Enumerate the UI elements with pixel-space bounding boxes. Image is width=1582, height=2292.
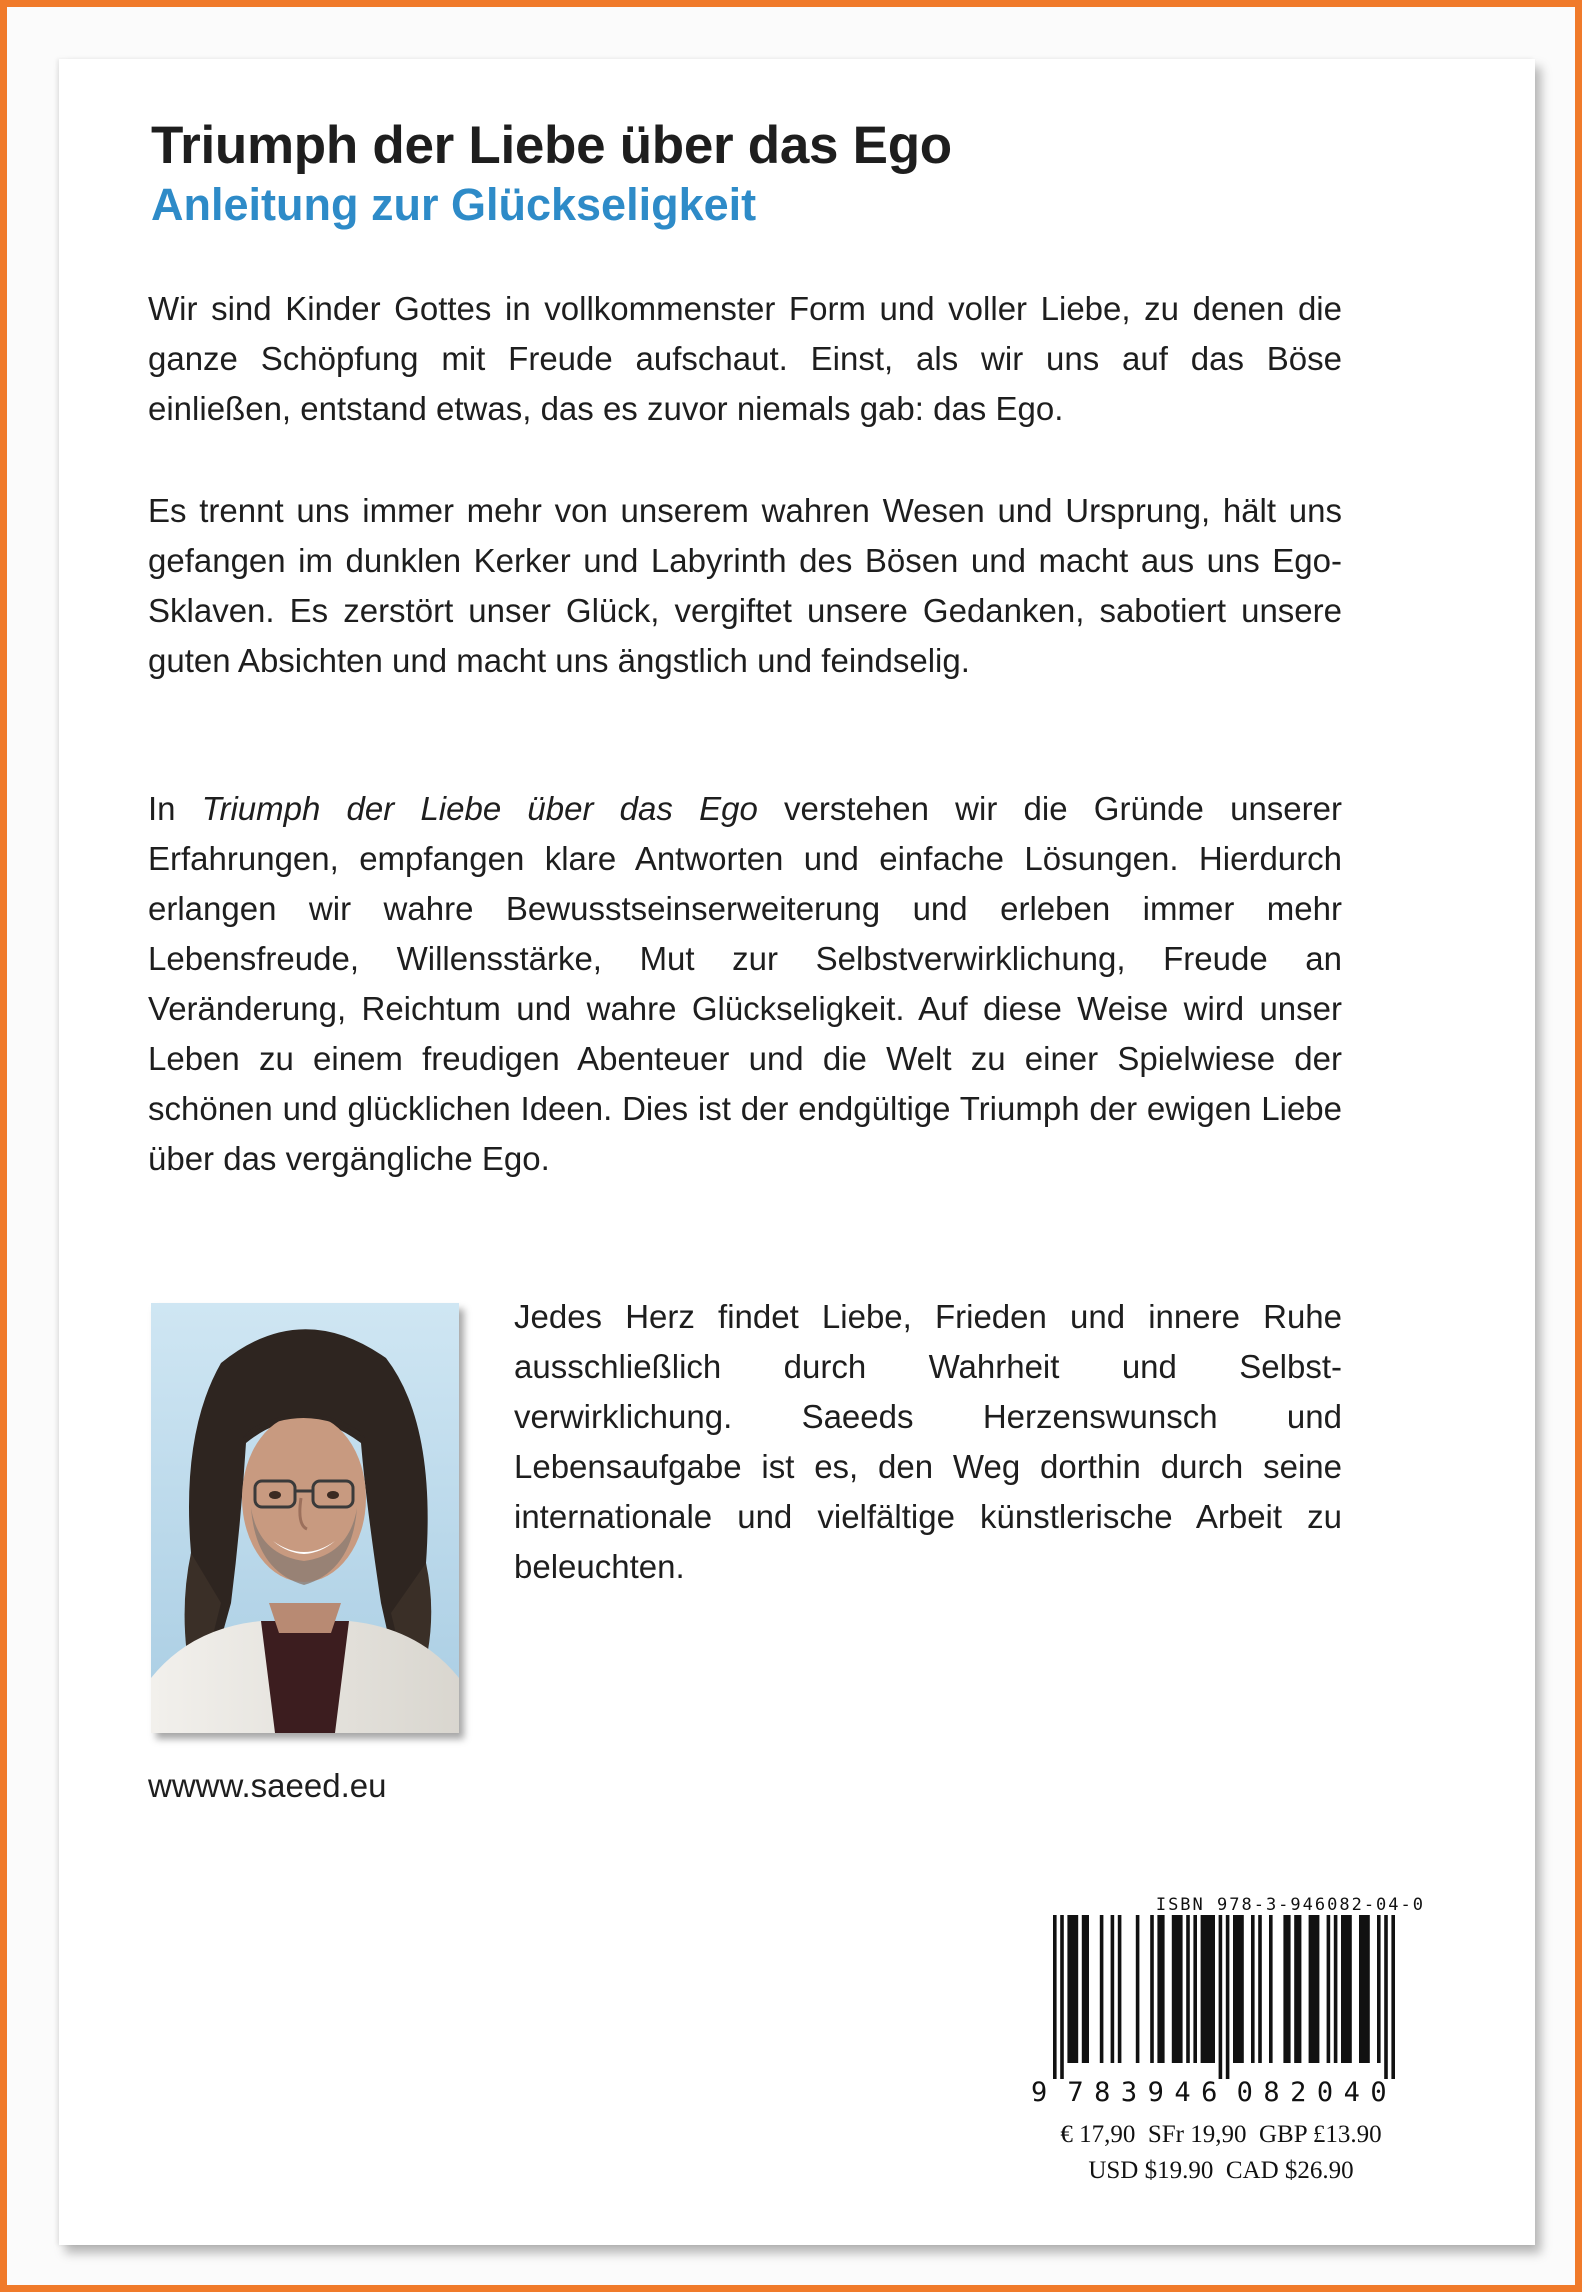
barcode-bar (1391, 1915, 1395, 2079)
barcode-bar (1111, 1915, 1115, 2063)
barcode-bar (1251, 1915, 1255, 2063)
barcode-bar (1384, 1915, 1388, 2079)
barcode-bar (1172, 1915, 1183, 2063)
barcode-bar (1157, 1915, 1164, 2063)
isbn-barcode (1017, 1895, 1425, 2110)
barcode-bar (1294, 1915, 1301, 2063)
barcode-bar (1118, 1915, 1122, 2063)
price-line-1: € 17,90 SFr 19,90 GBP £13.90 (1060, 2121, 1382, 2148)
barcode-bar (1283, 1915, 1290, 2063)
blurb-paragraph-2: Es trennt uns immer mehr von unserem wahren Wesen und Ursprung, hält uns gefangen im dunklen Kerker und Labyrinth des Bösen und macht aus uns Ego-Sklaven. Es zerstört unser Glück, vergiftet unsere Gedanken, sabotiert unsere guten Absichten und macht uns ängstlich und feindselig. (148, 492, 1342, 679)
blurb-paragraph-1: Wir sind Kinder Gottes in vollkommenster Form und voller Liebe, zu denen die ganze Schöpfung mit Freude aufschaut. Einst, als wir uns auf das Böse einließen, entstand etwas, das es zuvor niemals gab: das Ego. (148, 290, 1342, 427)
barcode-bar (1258, 1915, 1262, 2063)
barcode-bar (1226, 1915, 1230, 2079)
barcode-digits-left: 783946 (1067, 2077, 1218, 2108)
price-line-2: USD $19.90 CAD $26.90 (1088, 2157, 1354, 2184)
barcode-bar (1067, 1915, 1078, 2063)
barcode-digit-first: 9 (1031, 2077, 1048, 2108)
author-photo (151, 1303, 459, 1733)
website-link[interactable]: wwww.saeed.eu (148, 1767, 387, 1804)
barcode-bar (1150, 1915, 1154, 2063)
barcode-digits-right: 082040 (1236, 2077, 1387, 2108)
book-title: Triumph der Liebe über das Ego (151, 116, 952, 175)
book-title-italic: Triumph der Liebe über das Ego (201, 790, 758, 827)
barcode-bar (1100, 1915, 1104, 2063)
blurb-paragraph-3-text: verstehen wir die Gründe unserer Erfahrungen, empfangen klare Antworten und einfache Lösungen. Hierdurch erlangen wir wahre Bewusstseinserweiterung und erleben immer mehr Lebensfreude, Willensstärke, Mut zur Selbstverwirklichung, Freude an Veränderung, Reichtum und wahre Glückseligkeit. Auf diese Weise wird unser Leben zu einem freudigen Abenteuer und die Welt zu einer Spielwiese der schönen und glücklichen Ideen. Dies ist der endgültige Triumph der ewigen Liebe über das vergängliche Ego. (148, 790, 1342, 1177)
author-portrait-image (151, 1303, 459, 1733)
barcode-bar (1186, 1915, 1190, 2063)
barcode-bar (1082, 1915, 1089, 2063)
barcode-bar (1233, 1915, 1244, 2063)
barcode-bar (1341, 1915, 1352, 2063)
book-subtitle: Anleitung zur Glückseligkeit (151, 179, 757, 230)
barcode-bar (1309, 1915, 1320, 2063)
isbn-label: ISBN 978-3-946082-04-0 (1155, 1895, 1425, 1915)
barcode-bar (1193, 1915, 1197, 2063)
barcode-bar (1327, 1915, 1331, 2063)
barcode-bar (1269, 1915, 1273, 2063)
barcode-bar (1334, 1915, 1338, 2063)
barcode-graphic (1017, 1915, 1425, 2110)
blurb-paragraph-3 (148, 784, 1342, 1184)
barcode-bar (1136, 1915, 1140, 2063)
barcode-bar (1377, 1915, 1381, 2063)
barcode-bar (1201, 1915, 1215, 2063)
barcode-bar (1359, 1915, 1370, 2063)
barcode-bar (1053, 1915, 1057, 2079)
blurb-paragraph-3-prefix: In (148, 790, 202, 827)
barcode-bar (1060, 1915, 1064, 2079)
barcode-bar (1219, 1915, 1223, 2079)
author-bio: Jedes Herz findet Liebe, Frieden und innere Ruhe ausschließlich durch Wahrheit und Selbst-verwirklichung. Saeeds Herzenswunsch und Lebensaufgabe ist es, den Weg dorthin durch seine internationale und vielfältige künstlerische Arbeit zu beleuchten. (514, 1298, 1342, 1585)
